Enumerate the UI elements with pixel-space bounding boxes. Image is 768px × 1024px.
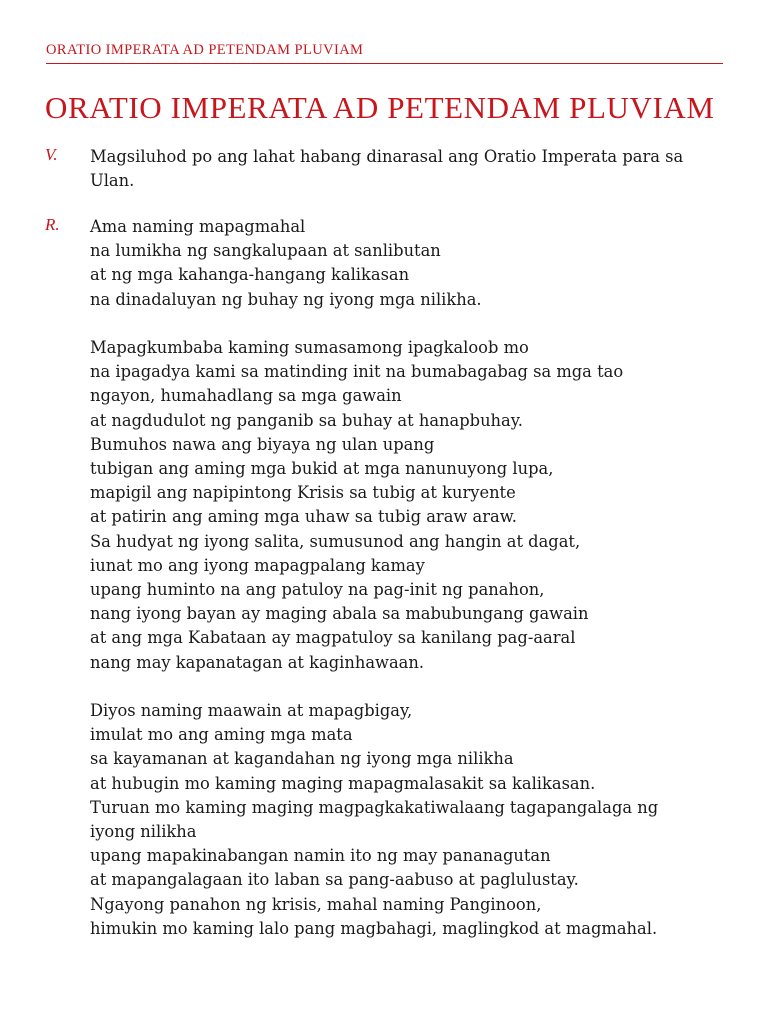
prayer-paragraph [90, 699, 730, 941]
prayer-line: Mapagkumbaba kaming sumasamong ipagkaloob mo [90, 338, 529, 357]
prayer-line: at patirin ang aming mga uhaw sa tubig araw araw. [90, 507, 517, 527]
versicle-line: Ulan. [90, 171, 135, 191]
prayer-line: tubigan ang aming mga bukid at mga nanunuyong lupa, [90, 459, 554, 479]
prayer-line: Diyos naming maawain at mapagbigay, [90, 701, 413, 721]
response-marker: R. [45, 215, 60, 234]
prayer-line: himukin mo kaming lalo pang magbahagi, maglingkod at magmahal. [90, 918, 658, 938]
prayer-line: sa kayamanan at kagandahan ng iyong mga nilikha [90, 749, 514, 769]
header-rule [46, 63, 723, 64]
prayer-line: ngayon, humahadlang sa mga gawain [90, 386, 402, 406]
prayer-line: na dinadaluyan ng buhay ng iyong mga nilikha. [90, 289, 482, 309]
prayer-line: Ngayong panahon ng krisis, mahal naming Panginoon, [90, 894, 542, 914]
prayer-line: nang iyong bayan ay maging abala sa mabubungang gawain [90, 604, 589, 624]
prayer-line: at mapangalagaan ito laban sa pang-aabuso at paglulustay. [90, 870, 579, 890]
prayer-line: na ipagadya kami sa matinding init na bumabagabag sa mga tao [90, 362, 624, 382]
prayer-line: Sa hudyat ng iyong salita, sumusunod ang hangin at dagat, [90, 531, 581, 551]
prayer-line: mapigil ang napipintong Krisis sa tubig at kuryente [90, 483, 516, 503]
prayer-line: iyong nilikha [90, 822, 197, 842]
prayer-line: imulat mo ang aming mga mata [90, 725, 353, 745]
prayer-line: at ng mga kahanga-hangang kalikasan [90, 265, 410, 285]
versicle-line: Magsiluhod po ang lahat habang dinarasal ang Oratio Imperata para sa [90, 147, 684, 166]
prayer-line: at nagdudulot ng panganib sa buhay at hanapbuhay. [90, 410, 523, 430]
prayer-paragraph [90, 336, 730, 675]
prayer-paragraph [90, 215, 730, 312]
prayer-line: Turuan mo kaming maging magpagkakatiwalaang tagapangalaga ng [90, 797, 659, 817]
prayer-line: upang mapakinabangan namin ito ng may pananagutan [90, 846, 551, 866]
versicle-text [90, 145, 730, 193]
prayer-line: Ama naming mapagmahal [90, 217, 306, 236]
prayer-line: at ang mga Kabataan ay magpatuloy sa kanilang pag-aaral [90, 628, 576, 648]
prayer-line: Bumuhos nawa ang biyaya ng ulan upang [90, 434, 435, 454]
running-header: ORATIO IMPERATA AD PETENDAM PLUVIAM [46, 42, 364, 58]
prayer-line: nang may kapanatagan at kaginhawaan. [90, 652, 425, 672]
versicle-marker: V. [45, 145, 58, 164]
response-text [90, 215, 730, 965]
prayer-line: upang huminto na ang patuloy na pag-init ng panahon, [90, 580, 545, 600]
prayer-line: na lumikha ng sangkalupaan at sanlibutan [90, 241, 441, 261]
page-title: ORATIO IMPERATA AD PETENDAM PLUVIAM [45, 90, 715, 125]
prayer-line: iunat mo ang iyong mapagpalang kamay [90, 555, 425, 575]
prayer-line: at hubugin mo kaming maging mapagmalasakit sa kalikasan. [90, 773, 596, 793]
